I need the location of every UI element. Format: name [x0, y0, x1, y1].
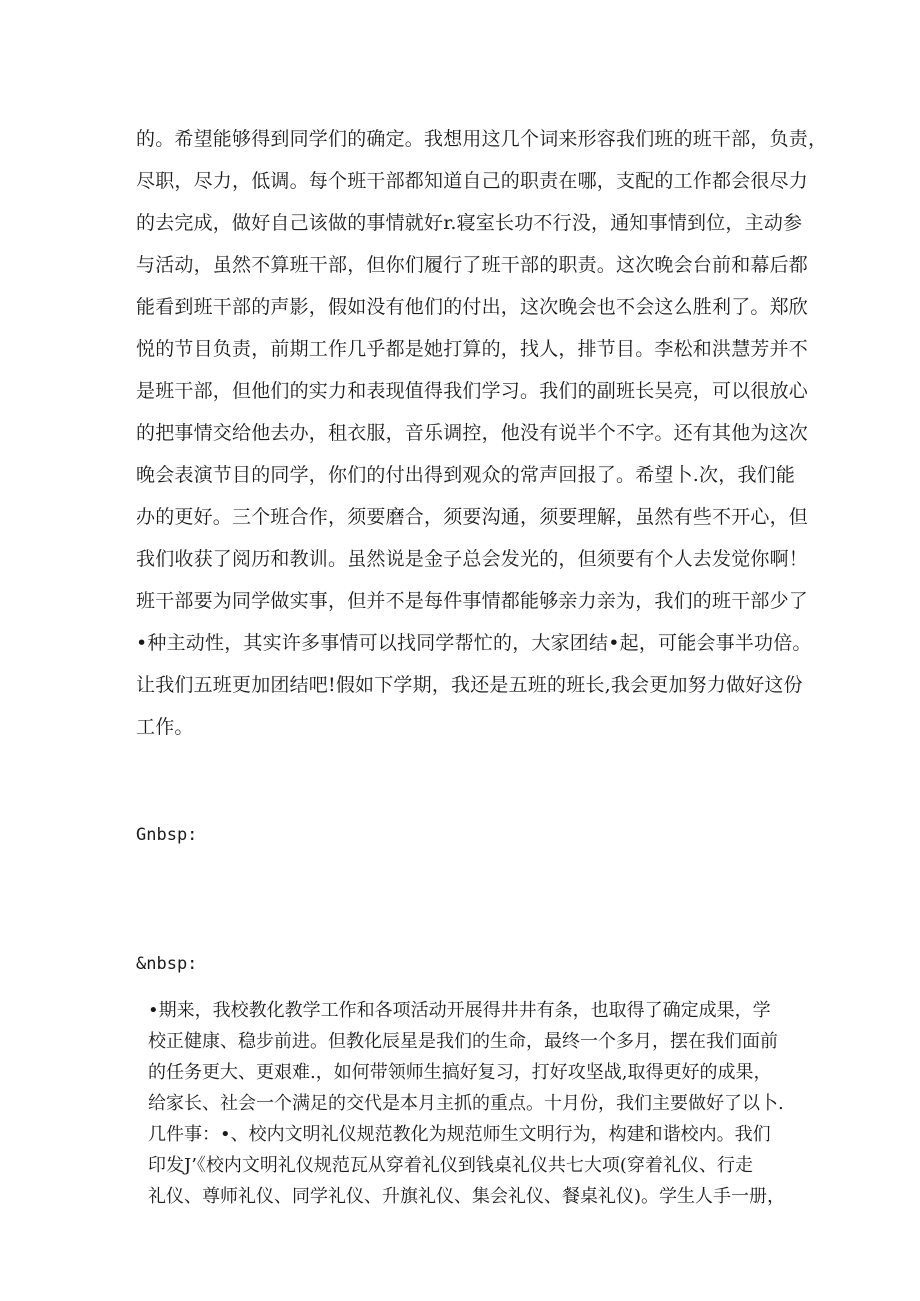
text-line: 班干部要为同学做实事，但并不是每件事情都能够亲力亲为，我们的班干部少了 [136, 590, 809, 612]
nbsp-marker: &nbsp: [136, 954, 198, 974]
text-line: 尽职，尽力，低调。每个班干部都知道自己的职责在哪，支配的工作都会很尽力 [136, 170, 809, 192]
text-line: 与活动，虽然不算班干部，但你们履行了班干部的职责。这次晚会台前和幕后都 [136, 254, 809, 276]
text-line: 是班干部，但他们的实力和表现值得我们学习。我们的副班长吴亮，可以很放心 [136, 380, 809, 402]
text-line: 能看到班干部的声影，假如没有他们的付出，这次晚会也不会这么胜利了。郑欣 [136, 296, 809, 318]
body-paragraph-school-report [148, 995, 788, 1212]
text-line: •种主动性，其实许多事情可以找同学帮忙的，大家团结•起，可能会事半功倍。 [136, 632, 812, 654]
text-line: 让我们五班更加团结吧!假如下学期，我还是五班的班长,我会更加努力做好这份 [136, 674, 803, 696]
nbsp-marker: Gnbsp: [136, 825, 198, 845]
text-line: 办的更好。三个班合作，须要磨合，须要沟通，须要理解，虽然有些不开心，但 [136, 506, 809, 528]
text-line: 的。希望能够得到同学们的确定。我想用这几个词来形容我们班的班干部，负责， [136, 128, 828, 150]
text-line: •期来，我校教化教学工作和各项活动开展得井井有条，也取得了确定成果，学 [148, 1000, 771, 1021]
text-line: 给家长、社会一个满足的交代是本月主抓的重点。十月份，我们主要做好了以卜. [148, 1093, 784, 1114]
text-line: 的任务更大、更艰难.，如何带领师生搞好复习，打好攻坚战,取得更好的成果， [148, 1062, 772, 1083]
text-line: 印发J’《校内文明礼仪规范瓦从穿着礼仪到钱桌礼仪共七大项(穿着礼仪、行走 [148, 1155, 753, 1176]
text-line: 我们收获了阅历和教训。虽然说是金子总会发光的，但须要有个人去发觉你啊！ [136, 548, 809, 570]
text-line: 的把事情交给他去办，租衣服，音乐调控，他没有说半个不字。还有其他为这次 [136, 422, 809, 444]
text-line: 的去完成，做好自己该做的事情就好r.寝室长功不行没，通知事情到位，主动参 [136, 212, 803, 234]
body-paragraph-class-summary [136, 118, 828, 748]
text-line: 礼仪、尊师礼仪、同学礼仪、升旗礼仪、集会礼仪、餐桌礼仪)。学生人手一册， [148, 1186, 786, 1207]
text-line: 悦的节目负责，前期工作几乎都是她打算的，找人，排节目。李松和洪慧芳并不 [136, 338, 809, 360]
text-line: 工作。 [136, 716, 194, 738]
text-line: 校正健康、稳步前进。但教化辰星是我们的生命，最终一个多月，摆在我们面前 [148, 1031, 778, 1052]
text-line: 几件事：•、校内文明礼仪规范教化为规范师生文明行为，构建和谐校内。我们 [148, 1124, 771, 1145]
text-line: 晚会表演节目的同学，你们的付出得到观众的常声回报了。希望卜.次，我们能 [136, 464, 796, 486]
